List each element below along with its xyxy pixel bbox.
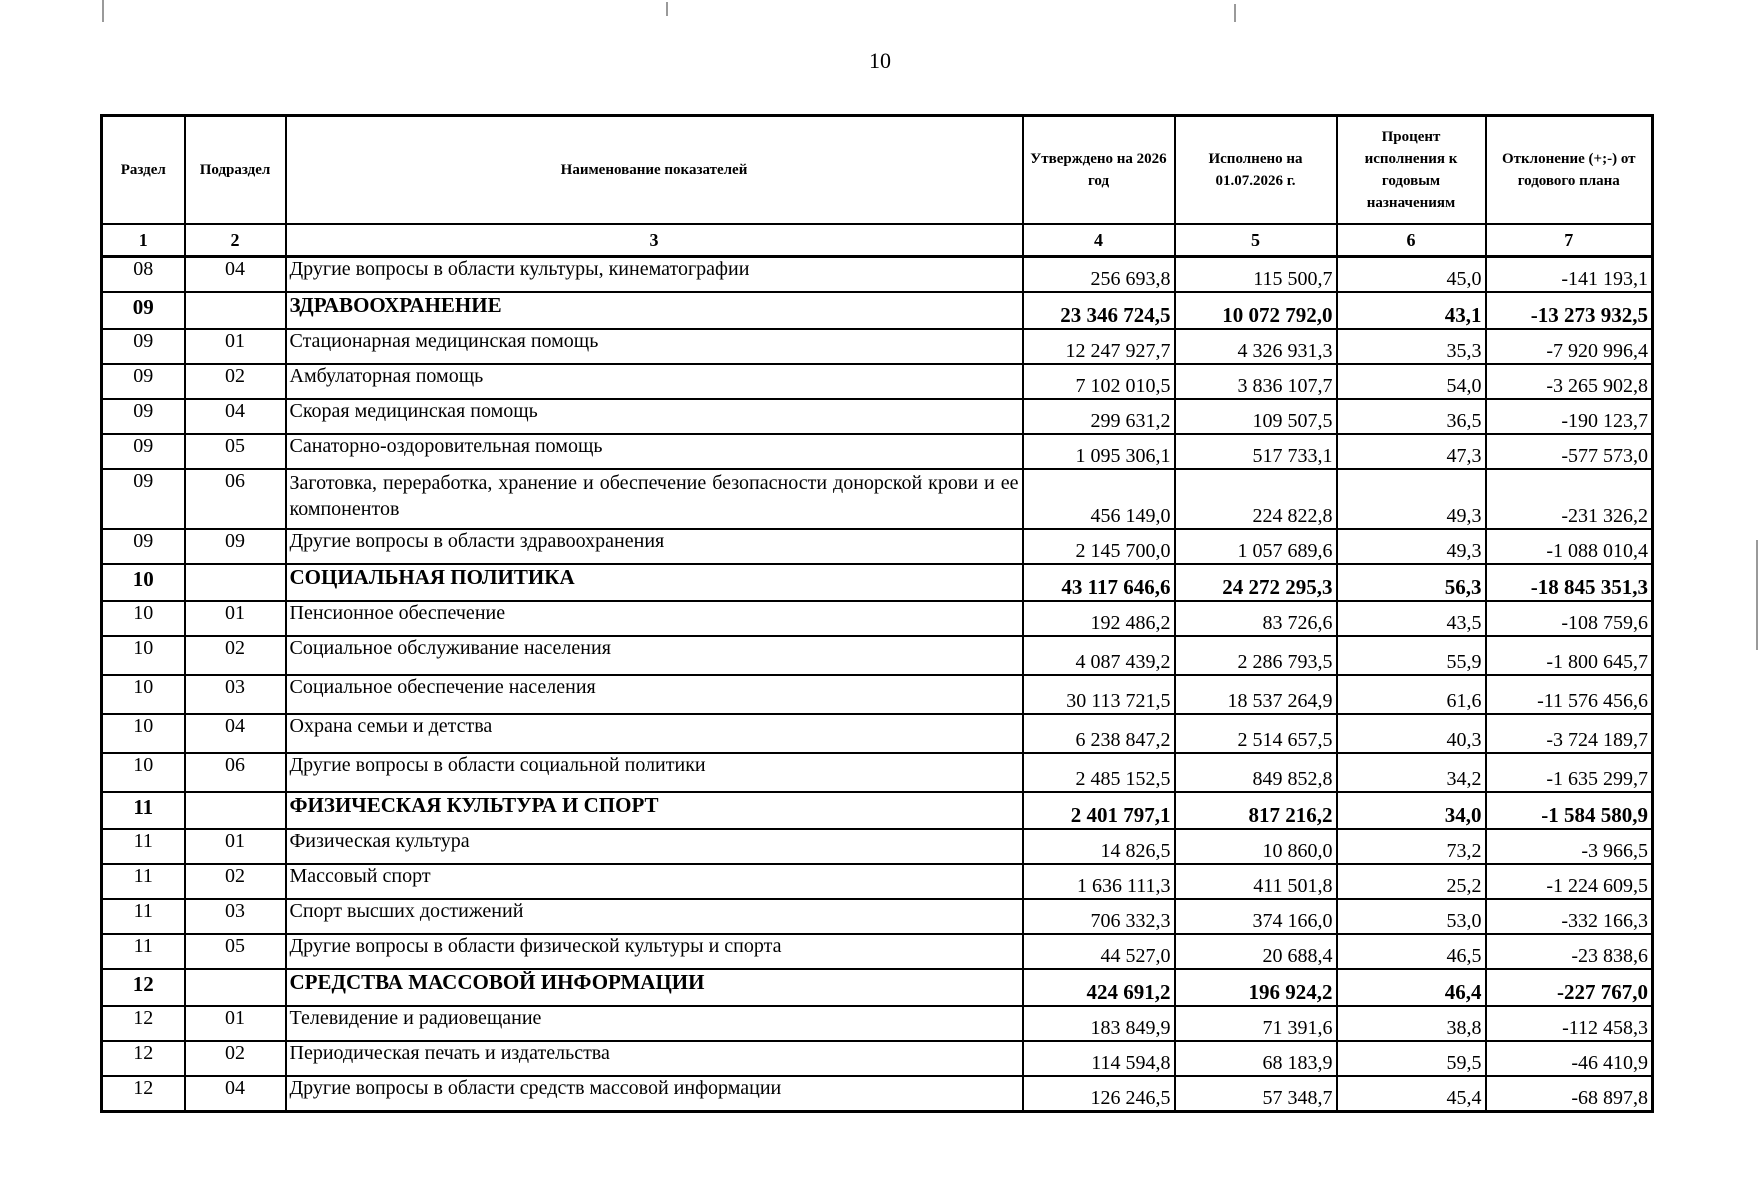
cell-name: Скорая медицинская помощь — [286, 399, 1023, 434]
cell-percent: 43,5 — [1337, 601, 1486, 636]
cell-approved: 44 527,0 — [1023, 934, 1175, 969]
cell-deviation: -3 966,5 — [1486, 829, 1653, 864]
cell-deviation: -227 767,0 — [1486, 969, 1653, 1006]
cell-percent: 45,4 — [1337, 1076, 1486, 1112]
cell-executed: 10 072 792,0 — [1175, 292, 1337, 329]
cell-percent: 73,2 — [1337, 829, 1486, 864]
scan-mark — [666, 2, 668, 16]
cell-subsection: 01 — [185, 1006, 286, 1041]
table-row — [102, 364, 1653, 399]
cell-executed: 2 286 793,5 — [1175, 636, 1337, 675]
table-row — [102, 934, 1653, 969]
cell-executed: 2 514 657,5 — [1175, 714, 1337, 753]
cell-section: 10 — [102, 675, 185, 714]
table-row — [102, 329, 1653, 364]
cell-approved: 1 095 306,1 — [1023, 434, 1175, 469]
column-number: 7 — [1486, 224, 1653, 257]
column-number-row — [102, 224, 1653, 257]
table-section-row — [102, 792, 1653, 829]
cell-deviation: -13 273 932,5 — [1486, 292, 1653, 329]
cell-percent: 36,5 — [1337, 399, 1486, 434]
column-number: 6 — [1337, 224, 1486, 257]
table-section-row — [102, 564, 1653, 601]
column-header-section: Раздел — [102, 116, 185, 225]
cell-executed: 83 726,6 — [1175, 601, 1337, 636]
column-header-name: Наименование показателей — [286, 116, 1023, 225]
cell-percent: 46,4 — [1337, 969, 1486, 1006]
cell-deviation: -18 845 351,3 — [1486, 564, 1653, 601]
table-row — [102, 675, 1653, 714]
cell-section: 09 — [102, 529, 185, 564]
cell-section: 09 — [102, 292, 185, 329]
cell-subsection: 05 — [185, 934, 286, 969]
cell-section: 10 — [102, 601, 185, 636]
table-row — [102, 1041, 1653, 1076]
cell-name: Охрана семьи и детства — [286, 714, 1023, 753]
cell-percent: 25,2 — [1337, 864, 1486, 899]
cell-name: Периодическая печать и издательства — [286, 1041, 1023, 1076]
cell-deviation: -190 123,7 — [1486, 399, 1653, 434]
scan-mark — [1234, 4, 1236, 22]
cell-approved: 114 594,8 — [1023, 1041, 1175, 1076]
column-header-approved: Утверждено на 2026 год — [1023, 116, 1175, 225]
cell-subsection: 06 — [185, 469, 286, 529]
cell-approved: 1 636 111,3 — [1023, 864, 1175, 899]
cell-section: 12 — [102, 969, 185, 1006]
cell-subsection: 09 — [185, 529, 286, 564]
page-number: 10 — [869, 48, 891, 73]
cell-approved: 424 691,2 — [1023, 969, 1175, 1006]
cell-deviation: -1 800 645,7 — [1486, 636, 1653, 675]
cell-section: 11 — [102, 792, 185, 829]
cell-deviation: -68 897,8 — [1486, 1076, 1653, 1112]
cell-percent: 38,8 — [1337, 1006, 1486, 1041]
cell-section: 09 — [102, 364, 185, 399]
column-header-deviation: Отклонение (+;-) от годового плана — [1486, 116, 1653, 225]
cell-executed: 849 852,8 — [1175, 753, 1337, 792]
cell-name: Другие вопросы в области физической культуры и спорта — [286, 934, 1023, 969]
cell-deviation: -11 576 456,6 — [1486, 675, 1653, 714]
table-row — [102, 864, 1653, 899]
cell-section: 12 — [102, 1041, 185, 1076]
cell-section: 08 — [102, 257, 185, 293]
cell-name: СРЕДСТВА МАССОВОЙ ИНФОРМАЦИИ — [286, 969, 1023, 1006]
cell-name: СОЦИАЛЬНАЯ ПОЛИТИКА — [286, 564, 1023, 601]
cell-name: ЗДРАВООХРАНЕНИЕ — [286, 292, 1023, 329]
cell-subsection: 02 — [185, 864, 286, 899]
cell-subsection: 02 — [185, 636, 286, 675]
cell-percent: 34,2 — [1337, 753, 1486, 792]
table-row — [102, 899, 1653, 934]
table-row — [102, 636, 1653, 675]
cell-name: Социальное обеспечение населения — [286, 675, 1023, 714]
budget-execution-table — [100, 114, 1654, 1113]
column-header-subsection: Подраздел — [185, 116, 286, 225]
cell-deviation: -108 759,6 — [1486, 601, 1653, 636]
table-row — [102, 753, 1653, 792]
table-row — [102, 434, 1653, 469]
cell-name: Спорт высших достижений — [286, 899, 1023, 934]
cell-subsection: 04 — [185, 714, 286, 753]
cell-executed: 517 733,1 — [1175, 434, 1337, 469]
cell-percent: 55,9 — [1337, 636, 1486, 675]
cell-approved: 14 826,5 — [1023, 829, 1175, 864]
cell-subsection: 03 — [185, 675, 286, 714]
cell-name: Телевидение и радиовещание — [286, 1006, 1023, 1041]
cell-section: 12 — [102, 1006, 185, 1041]
cell-approved: 2 401 797,1 — [1023, 792, 1175, 829]
cell-executed: 10 860,0 — [1175, 829, 1337, 864]
cell-deviation: -3 724 189,7 — [1486, 714, 1653, 753]
cell-deviation: -1 088 010,4 — [1486, 529, 1653, 564]
cell-name: Другие вопросы в области средств массовой информации — [286, 1076, 1023, 1112]
cell-percent: 61,6 — [1337, 675, 1486, 714]
cell-percent: 43,1 — [1337, 292, 1486, 329]
cell-executed: 24 272 295,3 — [1175, 564, 1337, 601]
cell-name: Заготовка, переработка, хранение и обеспечение безопасности донорской крови и ее компонентов — [286, 469, 1023, 529]
cell-name: Массовый спорт — [286, 864, 1023, 899]
cell-percent: 46,5 — [1337, 934, 1486, 969]
cell-section: 11 — [102, 864, 185, 899]
cell-approved: 456 149,0 — [1023, 469, 1175, 529]
cell-name: Физическая культура — [286, 829, 1023, 864]
cell-approved: 6 238 847,2 — [1023, 714, 1175, 753]
cell-subsection: 04 — [185, 1076, 286, 1112]
column-header-percent: Процент исполнения к годовым назначениям — [1337, 116, 1486, 225]
cell-approved: 183 849,9 — [1023, 1006, 1175, 1041]
table-row — [102, 399, 1653, 434]
cell-subsection — [185, 564, 286, 601]
cell-approved: 256 693,8 — [1023, 257, 1175, 293]
table-section-row — [102, 969, 1653, 1006]
cell-subsection: 05 — [185, 434, 286, 469]
table-row — [102, 601, 1653, 636]
cell-approved: 43 117 646,6 — [1023, 564, 1175, 601]
cell-deviation: -332 166,3 — [1486, 899, 1653, 934]
column-number: 5 — [1175, 224, 1337, 257]
cell-percent: 54,0 — [1337, 364, 1486, 399]
cell-deviation: -141 193,1 — [1486, 257, 1653, 293]
cell-approved: 299 631,2 — [1023, 399, 1175, 434]
cell-section: 11 — [102, 934, 185, 969]
cell-section: 11 — [102, 899, 185, 934]
cell-subsection — [185, 969, 286, 1006]
cell-approved: 12 247 927,7 — [1023, 329, 1175, 364]
cell-name: Другие вопросы в области социальной политики — [286, 753, 1023, 792]
cell-subsection: 01 — [185, 601, 286, 636]
cell-deviation: -1 635 299,7 — [1486, 753, 1653, 792]
cell-percent: 53,0 — [1337, 899, 1486, 934]
cell-deviation: -3 265 902,8 — [1486, 364, 1653, 399]
cell-subsection: 01 — [185, 829, 286, 864]
cell-executed: 57 348,7 — [1175, 1076, 1337, 1112]
table-header-row — [102, 116, 1653, 225]
cell-name: Санаторно-оздоровительная помощь — [286, 434, 1023, 469]
column-number: 4 — [1023, 224, 1175, 257]
cell-section: 09 — [102, 469, 185, 529]
cell-percent: 49,3 — [1337, 469, 1486, 529]
cell-name: Другие вопросы в области здравоохранения — [286, 529, 1023, 564]
cell-percent: 34,0 — [1337, 792, 1486, 829]
cell-section: 11 — [102, 829, 185, 864]
table-row — [102, 1076, 1653, 1112]
cell-subsection: 02 — [185, 1041, 286, 1076]
cell-name: ФИЗИЧЕСКАЯ КУЛЬТУРА И СПОРТ — [286, 792, 1023, 829]
cell-approved: 2 145 700,0 — [1023, 529, 1175, 564]
cell-percent: 49,3 — [1337, 529, 1486, 564]
cell-section: 10 — [102, 564, 185, 601]
cell-name: Стационарная медицинская помощь — [286, 329, 1023, 364]
cell-approved: 30 113 721,5 — [1023, 675, 1175, 714]
cell-executed: 115 500,7 — [1175, 257, 1337, 293]
cell-executed: 20 688,4 — [1175, 934, 1337, 969]
cell-section: 09 — [102, 434, 185, 469]
cell-deviation: -7 920 996,4 — [1486, 329, 1653, 364]
cell-deviation: -46 410,9 — [1486, 1041, 1653, 1076]
cell-approved: 706 332,3 — [1023, 899, 1175, 934]
cell-deviation: -112 458,3 — [1486, 1006, 1653, 1041]
cell-section: 09 — [102, 399, 185, 434]
column-header-executed: Исполнено на 01.07.2026 г. — [1175, 116, 1337, 225]
table-section-row — [102, 292, 1653, 329]
cell-subsection: 02 — [185, 364, 286, 399]
cell-executed: 109 507,5 — [1175, 399, 1337, 434]
cell-percent: 47,3 — [1337, 434, 1486, 469]
cell-executed: 374 166,0 — [1175, 899, 1337, 934]
cell-section: 09 — [102, 329, 185, 364]
table-row — [102, 714, 1653, 753]
cell-section: 10 — [102, 753, 185, 792]
cell-name: Амбулаторная помощь — [286, 364, 1023, 399]
cell-subsection: 03 — [185, 899, 286, 934]
cell-percent: 59,5 — [1337, 1041, 1486, 1076]
cell-percent: 40,3 — [1337, 714, 1486, 753]
cell-executed: 71 391,6 — [1175, 1006, 1337, 1041]
cell-deviation: -231 326,2 — [1486, 469, 1653, 529]
scan-mark — [1756, 540, 1758, 650]
cell-name: Пенсионное обеспечение — [286, 601, 1023, 636]
cell-executed: 4 326 931,3 — [1175, 329, 1337, 364]
table-body — [102, 257, 1653, 1112]
table-row — [102, 469, 1653, 529]
cell-approved: 7 102 010,5 — [1023, 364, 1175, 399]
cell-approved: 23 346 724,5 — [1023, 292, 1175, 329]
table-row — [102, 1006, 1653, 1041]
cell-executed: 224 822,8 — [1175, 469, 1337, 529]
scan-mark — [102, 0, 104, 22]
cell-executed: 3 836 107,7 — [1175, 364, 1337, 399]
cell-approved: 192 486,2 — [1023, 601, 1175, 636]
cell-deviation: -1 224 609,5 — [1486, 864, 1653, 899]
cell-deviation: -23 838,6 — [1486, 934, 1653, 969]
cell-executed: 18 537 264,9 — [1175, 675, 1337, 714]
cell-subsection — [185, 792, 286, 829]
cell-subsection: 04 — [185, 399, 286, 434]
cell-approved: 2 485 152,5 — [1023, 753, 1175, 792]
cell-subsection: 04 — [185, 257, 286, 293]
cell-subsection: 01 — [185, 329, 286, 364]
cell-deviation: -1 584 580,9 — [1486, 792, 1653, 829]
cell-section: 12 — [102, 1076, 185, 1112]
cell-percent: 56,3 — [1337, 564, 1486, 601]
cell-executed: 1 057 689,6 — [1175, 529, 1337, 564]
cell-executed: 817 216,2 — [1175, 792, 1337, 829]
cell-section: 10 — [102, 636, 185, 675]
cell-name: Другие вопросы в области культуры, кинематографии — [286, 257, 1023, 293]
table-row — [102, 257, 1653, 293]
cell-percent: 35,3 — [1337, 329, 1486, 364]
cell-deviation: -577 573,0 — [1486, 434, 1653, 469]
cell-approved: 126 246,5 — [1023, 1076, 1175, 1112]
cell-approved: 4 087 439,2 — [1023, 636, 1175, 675]
cell-executed: 196 924,2 — [1175, 969, 1337, 1006]
column-number: 2 — [185, 224, 286, 257]
column-number: 1 — [102, 224, 185, 257]
cell-executed: 411 501,8 — [1175, 864, 1337, 899]
cell-section: 10 — [102, 714, 185, 753]
cell-executed: 68 183,9 — [1175, 1041, 1337, 1076]
table-row — [102, 529, 1653, 564]
cell-percent: 45,0 — [1337, 257, 1486, 293]
cell-subsection: 06 — [185, 753, 286, 792]
column-number: 3 — [286, 224, 1023, 257]
table-row — [102, 829, 1653, 864]
cell-name: Социальное обслуживание населения — [286, 636, 1023, 675]
cell-subsection — [185, 292, 286, 329]
